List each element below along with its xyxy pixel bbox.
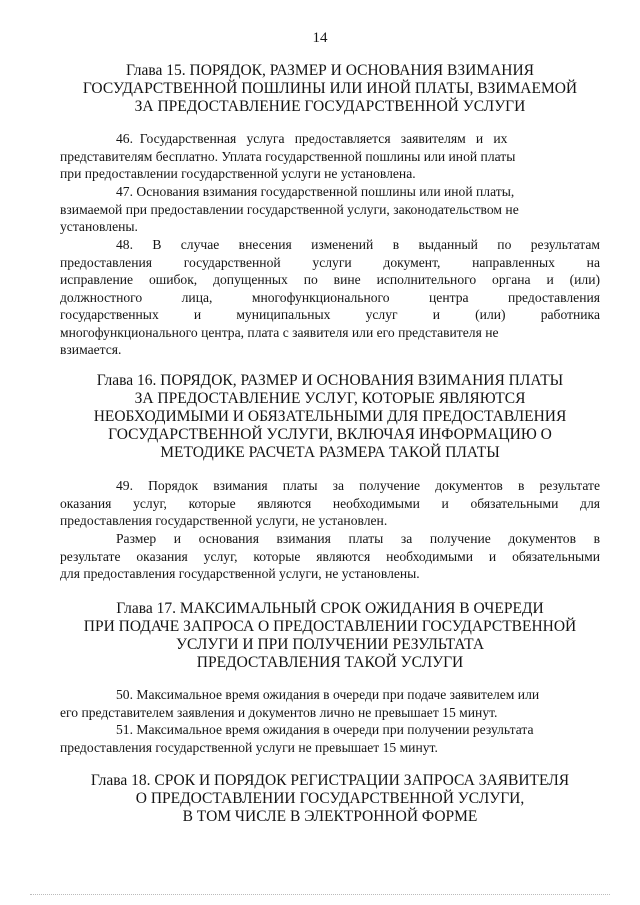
heading-line: ПРЕДОСТАВЛЕНИЯ ТАКОЙ УСЛУГИ xyxy=(196,654,464,671)
paragraph-46 xyxy=(60,130,600,183)
paragraph-line: 48. В случае внесения изменений в выданный по результатам xyxy=(116,237,600,252)
paragraph-line: при предоставлении государственной услуги не установлена. xyxy=(60,166,416,181)
heading-line: Глава 17. МАКСИМАЛЬНЫЙ СРОК ОЖИДАНИЯ В ОЧЕРЕДИ xyxy=(116,600,544,617)
paragraph-line: установлены. xyxy=(60,219,138,234)
heading-line: УСЛУГИ И ПРИ ПОЛУЧЕНИИ РЕЗУЛЬТАТА xyxy=(175,636,485,653)
paragraph-line: предоставления государственной услуги документ, направленных на xyxy=(60,254,600,270)
paragraph-line: Размер и основания взимания платы за получение документов в xyxy=(116,531,600,546)
page-number: 14 xyxy=(312,30,328,46)
chapter-18-heading xyxy=(60,772,600,826)
paragraph-line: предоставления государственной услуги, не установлен. xyxy=(60,513,388,528)
paragraph-49 xyxy=(60,477,600,530)
paragraph-line: 46. Государственная услуга предоставляется заявителям и их xyxy=(116,131,508,146)
paragraph-line: представителям бесплатно. Уплата государственной пошлины или иной платы xyxy=(60,148,516,164)
chapter-16-heading xyxy=(60,372,600,462)
heading-line: ПРИ ПОДАЧЕ ЗАПРОСА О ПРЕДОСТАВЛЕНИИ ГОСУДАРСТВЕННОЙ xyxy=(83,618,577,635)
paragraph-line: 51. Максимальное время ожидания в очереди при получении результата xyxy=(116,722,534,737)
paragraph-49-continuation xyxy=(60,530,600,583)
paragraph-line: для предоставления государственной услуги, не установлены. xyxy=(60,566,420,581)
heading-line: ГОСУДАРСТВЕННОЙ УСЛУГИ, ВКЛЮЧАЯ ИНФОРМАЦИЮ О xyxy=(108,426,552,443)
paragraph-line: оказания услуг, которые являются необходимыми и обязательными для xyxy=(60,495,600,511)
paragraph-line: государственных и муниципальных услуг и (или) работника xyxy=(60,307,600,322)
heading-line: МЕТОДИКЕ РАСЧЕТА РАЗМЕРА ТАКОЙ ПЛАТЫ xyxy=(160,444,500,461)
heading-line: В ТОМ ЧИСЛЕ В ЭЛЕКТРОННОЙ ФОРМЕ xyxy=(182,808,478,825)
paragraph-47 xyxy=(60,183,600,236)
paragraph-51 xyxy=(60,721,600,756)
paragraph-line: 50. Максимальное время ожидания в очереди при подаче заявителем или xyxy=(116,687,540,702)
chapter-17-heading xyxy=(60,600,600,672)
heading-line: ЗА ПРЕДОСТАВЛЕНИЕ ГОСУДАРСТВЕННОЙ УСЛУГИ xyxy=(134,98,526,115)
paragraph-line: его представителем заявления и документов лично не превышает 15 минут. xyxy=(60,704,498,720)
heading-line: ЗА ПРЕДОСТАВЛЕНИЕ УСЛУГ, КОТОРЫЕ ЯВЛЯЮТСЯ xyxy=(134,390,526,407)
heading-line: Глава 15. ПОРЯДОК, РАЗМЕР И ОСНОВАНИЯ ВЗИМАНИЯ xyxy=(125,62,535,79)
chapter-15-heading xyxy=(60,62,600,116)
paragraph-line: должностного лица, многофункционального центра предоставления xyxy=(60,289,600,305)
paragraph-line: исправление ошибок, допущенных по вине исполнительного органа и (или) xyxy=(60,272,600,287)
heading-line: ГОСУДАРСТВЕННОЙ ПОШЛИНЫ ИЛИ ИНОЙ ПЛАТЫ, ВЗИМАЕМОЙ xyxy=(82,80,578,97)
scan-edge-divider xyxy=(30,894,610,895)
paragraph-line: результате оказания услуг, которые являются необходимыми и обязательными xyxy=(60,548,600,564)
paragraph-line: предоставления государственной услуги не превышает 15 минут. xyxy=(60,739,438,755)
paragraph-50 xyxy=(60,686,600,721)
paragraph-line: взимается. xyxy=(60,342,122,357)
heading-line: Глава 18. СРОК И ПОРЯДОК РЕГИСТРАЦИИ ЗАПРОСА ЗАЯВИТЕЛЯ xyxy=(90,772,570,789)
heading-line: Глава 16. ПОРЯДОК, РАЗМЕР И ОСНОВАНИЯ ВЗИМАНИЯ ПЛАТЫ xyxy=(96,372,564,389)
paragraph-48 xyxy=(60,236,600,359)
paragraph-line: взимаемой при предоставлении государственной услуги, законодательством не xyxy=(60,201,519,217)
paragraph-line: многофункционального центра, плата с заявителя или его представителя не xyxy=(60,324,499,340)
paragraph-line: 47. Основания взимания государственной пошлины или иной платы, xyxy=(116,184,515,199)
heading-line: НЕОБХОДИМЫМИ И ОБЯЗАТЕЛЬНЫМИ ДЛЯ ПРЕДОСТАВЛЕНИЯ xyxy=(93,408,567,425)
paragraph-line: 49. Порядок взимания платы за получение документов в результате xyxy=(116,478,600,493)
heading-line: О ПРЕДОСТАВЛЕНИИ ГОСУДАРСТВЕННОЙ УСЛУГИ, xyxy=(135,790,525,807)
